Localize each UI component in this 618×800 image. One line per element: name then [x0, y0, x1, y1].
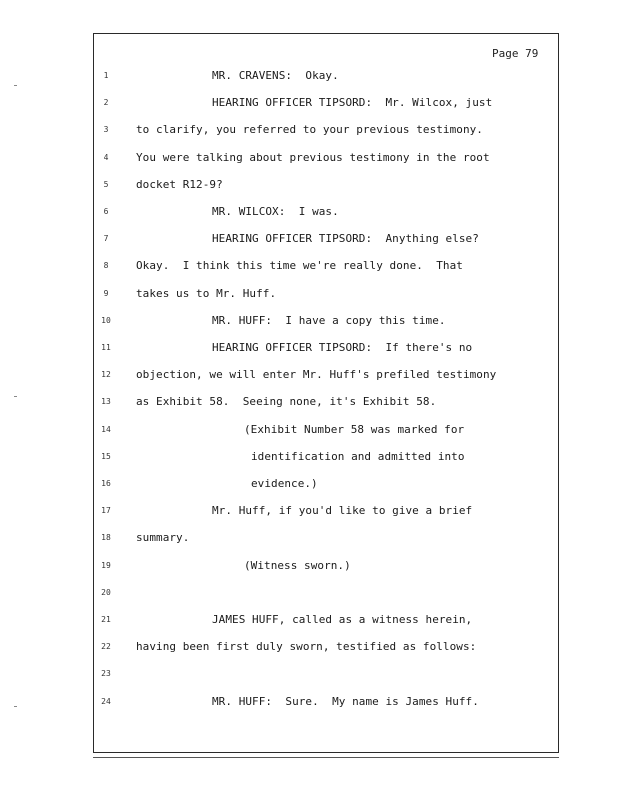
line-number: 2 [103, 98, 109, 108]
transcript-line: (Witness sworn.) [244, 558, 351, 572]
line-number: 1 [103, 71, 109, 80]
line-number: 18 [101, 533, 111, 543]
line-number: 9 [103, 288, 109, 298]
line-number: 21 [101, 615, 111, 624]
line-number: 13 [101, 397, 111, 407]
line-number: 23 [101, 669, 111, 679]
line-number: 5 [103, 179, 109, 189]
line-number: 12 [101, 370, 111, 380]
line-number: 17 [101, 506, 111, 516]
transcript-line: MR. HUFF: I have a copy this time. [212, 313, 446, 327]
line-number: 8 [103, 261, 109, 271]
line-number: 6 [103, 207, 109, 216]
line-number: 16 [101, 479, 111, 488]
transcript-line: MR. WILCOX: I was. [212, 205, 339, 218]
scan-speck [14, 396, 17, 397]
line-number: 24 [101, 696, 111, 706]
line-number: 22 [101, 642, 111, 652]
line-number: 11 [101, 343, 111, 352]
transcript-line: (Exhibit Number 58 was marked for [244, 422, 465, 436]
line-number: 7 [103, 234, 109, 244]
scan-speck [14, 706, 17, 707]
line-number: 20 [101, 587, 111, 597]
transcript-line: identification and admitted into [251, 449, 465, 463]
line-number: 15 [101, 451, 111, 461]
transcript-line: summary. [136, 531, 190, 545]
page-bottom-rule [93, 757, 559, 758]
line-number: 19 [101, 560, 111, 570]
line-number: 3 [103, 125, 109, 135]
line-number: 10 [101, 315, 111, 325]
transcript-line: MR. HUFF: Sure. My name is James Huff. [212, 694, 479, 708]
line-number: 14 [101, 424, 111, 434]
transcript-line: JAMES HUFF, called as a witness herein, [212, 613, 473, 626]
transcript-line: Mr. Huff, if you'd like to give a brief [212, 504, 473, 518]
transcript-line: objection, we will enter Mr. Huff's prefiled testimony [136, 368, 497, 382]
transcript-line: having been first duly sworn, testified as follows: [136, 640, 477, 654]
transcript-line: HEARING OFFICER TIPSORD: Mr. Wilcox, just [212, 96, 493, 110]
transcript-line: to clarify, you referred to your previous testimony. [136, 123, 483, 137]
transcript-line: as Exhibit 58. Seeing none, it's Exhibit 58. [136, 395, 437, 409]
line-number: 4 [103, 152, 109, 162]
page-number: Page 79 [492, 47, 539, 60]
transcript-line: MR. CRAVENS: Okay. [212, 69, 339, 82]
transcript-line: HEARING OFFICER TIPSORD: If there's no [212, 341, 473, 354]
transcript-line: Okay. I think this time we're really done. That [136, 259, 463, 273]
scan-speck [14, 85, 17, 86]
transcript-line: docket R12-9? [136, 177, 223, 191]
transcript-line: HEARING OFFICER TIPSORD: Anything else? [212, 232, 479, 246]
transcript-line: You were talking about previous testimony in the root [136, 150, 490, 164]
transcript-line: evidence.) [251, 477, 318, 490]
transcript-line: takes us to Mr. Huff. [136, 286, 277, 300]
